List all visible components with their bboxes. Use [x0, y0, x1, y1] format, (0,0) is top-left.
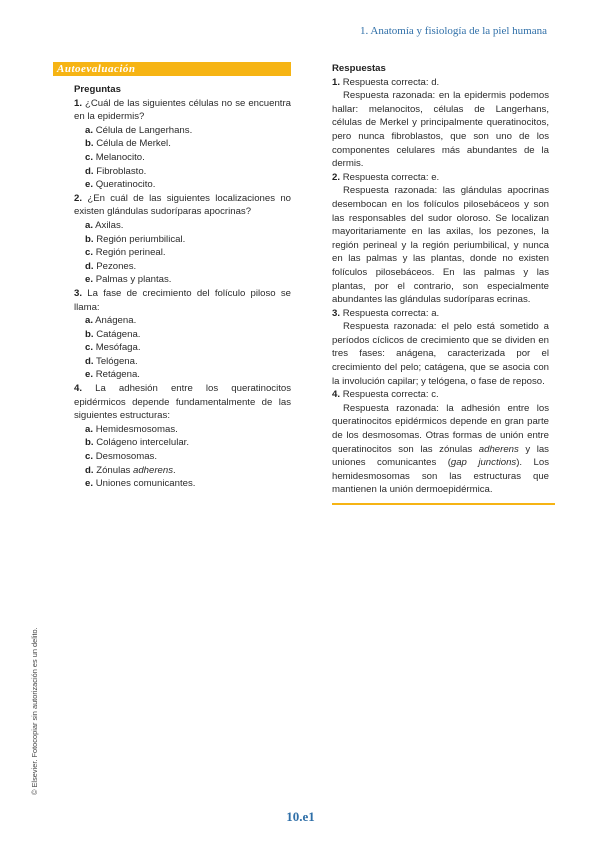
reason-text: Respuesta razonada: la adhesión entre los queratinocitos epidérmicos depende en gran parte de los desmosomas. Otras formas de unión entre queratinocitos son las zónulas	[332, 402, 549, 455]
option-text: Telógena.	[96, 355, 138, 367]
answers-bottom-rule	[332, 503, 555, 505]
option-text: Hemidesmosomas.	[95, 423, 178, 435]
option-1a	[74, 124, 291, 138]
option-letter: a.	[85, 315, 94, 327]
option-letter: c.	[85, 342, 94, 354]
option-letter: d.	[85, 464, 94, 476]
option-3b	[74, 328, 291, 342]
reason-italic-term: adherens	[478, 443, 519, 455]
option-text: Mesófaga.	[95, 342, 141, 354]
option-4c	[74, 450, 291, 464]
option-text: Zónulas	[96, 464, 133, 476]
option-text-end: .	[173, 464, 176, 476]
option-text: Axilas.	[95, 219, 124, 231]
option-text: Melanocito.	[95, 151, 145, 163]
option-text: Región perineal.	[95, 247, 166, 259]
answer-3	[332, 307, 549, 321]
option-4d	[74, 464, 291, 478]
option-4b	[74, 436, 291, 450]
option-text: Retágena.	[95, 369, 140, 381]
option-2d	[74, 260, 291, 274]
option-text: Fibroblasto.	[96, 165, 147, 177]
reason-text: ). Los hemidesmosomas son las estructuras que mantienen la unión dermoepidérmica.	[332, 457, 549, 496]
option-3e	[74, 368, 291, 382]
option-letter: b.	[85, 233, 94, 245]
answer-number: 3.	[332, 307, 341, 319]
answer-correct: Respuesta correcta: e.	[342, 171, 440, 183]
option-text: Anágena.	[95, 315, 137, 327]
option-letter: e.	[85, 179, 94, 191]
questions-block	[53, 83, 291, 491]
question-text: La fase de crecimiento del folículo piloso se llama:	[74, 287, 291, 313]
section-band: Autoevaluación	[53, 62, 291, 76]
option-letter: b.	[85, 138, 94, 150]
option-letter: e.	[85, 369, 94, 381]
option-4a	[74, 423, 291, 437]
answers-heading: Respuestas	[332, 63, 386, 74]
option-text: Desmosomas.	[95, 451, 157, 463]
option-letter: a.	[85, 124, 94, 136]
copyright-notice: © Elsevier. Fotocopiar sin autorización es un delito.	[30, 627, 39, 795]
option-italic-term: adherens	[133, 464, 174, 476]
option-letter: a.	[85, 219, 94, 231]
option-2c	[74, 246, 291, 260]
answer-correct: Respuesta correcta: d.	[342, 76, 440, 88]
option-letter: e.	[85, 274, 94, 286]
option-1c	[74, 151, 291, 165]
option-letter: c.	[85, 247, 94, 259]
reason-text: y las uniones comunicantes (	[332, 443, 549, 469]
option-text: Catágena.	[96, 328, 141, 340]
question-text: La adhesión entre los queratinocitos epidérmicos depende fundamentalmente de las siguientes estructuras:	[74, 383, 291, 422]
option-text: Pezones.	[96, 260, 137, 272]
option-text: Célula de Langerhans.	[95, 124, 193, 136]
question-number: 1.	[74, 97, 83, 109]
option-letter: c.	[85, 151, 94, 163]
option-1d	[74, 165, 291, 179]
option-3d	[74, 355, 291, 369]
option-1b	[74, 137, 291, 151]
option-letter: b.	[85, 437, 94, 449]
questions-heading: Preguntas	[74, 84, 121, 95]
question-number: 2.	[74, 192, 83, 204]
option-letter: d.	[85, 165, 94, 177]
question-text: ¿En cuál de las siguientes localizaciones no existen glándulas sudoríparas apocrinas?	[74, 192, 291, 218]
option-2a	[74, 219, 291, 233]
option-3a	[74, 314, 291, 328]
answer-number: 2.	[332, 171, 341, 183]
question-number: 4.	[74, 383, 83, 395]
answer-correct: Respuesta correcta: a.	[342, 307, 440, 319]
question-number: 3.	[74, 287, 83, 299]
question-1	[74, 97, 291, 124]
option-letter: e.	[85, 478, 94, 490]
answer-number: 4.	[332, 389, 341, 401]
reason-italic-term: gap junctions	[450, 457, 517, 469]
question-4	[74, 382, 291, 423]
option-1e	[74, 178, 291, 192]
answer-2-reason: Respuesta razonada: las glándulas apocrinas desembocan en los folículos pilosebáceos y son las responsables del sudor oloroso. Se localizan mayoritariamente en las axilas, los pezones, la región perineal y la región periumbilical, y nunca en las palmas y las plantas, donde no existen folículos pilosebáceos. En las palmas y las plantas, por el contrario, son especialmente abundantes las glándulas sudoríparas ecrinas.	[332, 185, 549, 306]
option-letter: a.	[85, 423, 94, 435]
option-letter: d.	[85, 355, 94, 367]
question-2	[74, 192, 291, 219]
option-text: Queratinocito.	[95, 179, 156, 191]
question-text: ¿Cuál de las siguientes células no se encuentra en la epidermis?	[74, 97, 291, 123]
option-letter: d.	[85, 260, 94, 272]
option-text: Colágeno intercelular.	[96, 437, 190, 449]
option-letter: b.	[85, 328, 94, 340]
answer-4	[332, 388, 549, 402]
questions-column	[53, 62, 291, 491]
answer-correct: Respuesta correcta: c.	[342, 389, 439, 401]
option-3c	[74, 341, 291, 355]
option-text: Palmas y plantas.	[95, 274, 172, 286]
option-text: Uniones comunicantes.	[95, 478, 196, 490]
option-2b	[74, 233, 291, 247]
answer-4-reason	[332, 402, 549, 497]
option-text: Región periumbilical.	[96, 233, 186, 245]
question-3	[74, 287, 291, 314]
answer-number: 1.	[332, 76, 341, 88]
answers-column	[332, 62, 549, 505]
page-number: 10.e1	[286, 809, 315, 824]
answer-1-reason: Respuesta razonada: en la epidermis podemos hallar: melanocitos, células de Langerhans, células de Merkel y principalmente queratinocitos, pero nunca fibroblastos, que son uno de los componentes celulares más abundantes de la dermis.	[332, 90, 549, 170]
option-2e	[74, 273, 291, 287]
running-head: 1. Anatomía y fisiología de la piel humana	[360, 25, 547, 37]
answer-1	[332, 76, 549, 90]
option-letter: c.	[85, 451, 94, 463]
option-text: Célula de Merkel.	[96, 138, 171, 150]
option-4e	[74, 477, 291, 491]
answer-2	[332, 171, 549, 185]
answer-3-reason: Respuesta razonada: el pelo está sometido a períodos cíclicos de crecimiento que se dividen en tres fases: anágena, caracterizada por el crecimiento del pelo; catágena, que se asocia con la involución capilar; y telógena, o fase de reposo.	[332, 321, 549, 387]
